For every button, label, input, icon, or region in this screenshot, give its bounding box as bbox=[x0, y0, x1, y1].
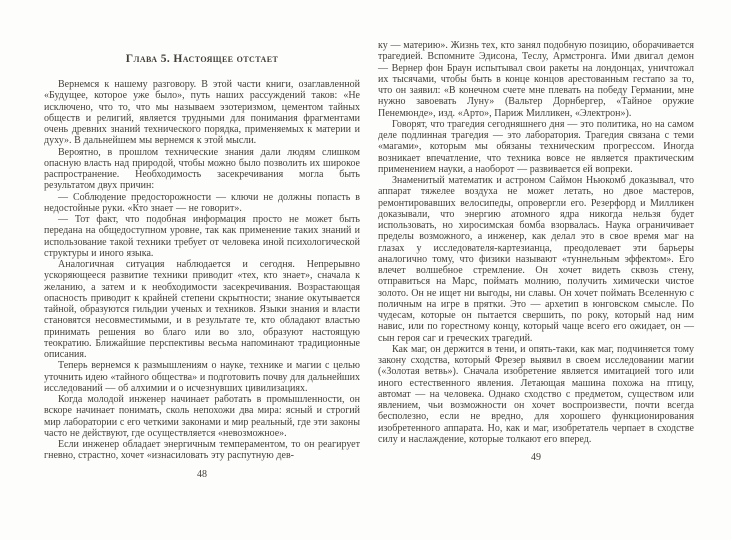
paragraph: Теперь вернемся к размышлениям о науке, технике и магии с целью уточнить идею «тайного общества» и подготовить почву для дальнейших исследований — об алхимии и о исчезнувших цивилизациях. bbox=[44, 360, 360, 394]
page-number-left: 48 bbox=[197, 468, 207, 480]
left-page bbox=[44, 0, 360, 540]
paragraph: Аналогичная ситуация наблюдается и сегодня. Непрерывно ускоряющееся развитие техники приводит «тех, кто знает», сначала к желанию, а затем и к необходимости засекречивания. Возрастающая опасность приводит к крайней степени скрытности; знание окутывается тайной, образуются гильдии ученых и техников. Языки знания и власти становятся несовместимыми, и в результате те, кто обладают властью принимать решения во благо или во зло, образуют настоящую теократию. Ближайшие перспективы весьма напоминают традиционные описания. bbox=[44, 259, 360, 360]
page-number-right: 49 bbox=[531, 452, 541, 463]
paragraph: Если инженер обладает энергичным темпераментом, то он реагирует гневно, страстно, хочет «изнасиловать эту распутную дев- bbox=[44, 439, 360, 462]
right-page-text bbox=[378, 40, 694, 445]
chapter-heading: Глава 5. Настоящее отстает bbox=[125, 53, 279, 65]
left-page-text bbox=[44, 79, 360, 462]
paragraph: ку — материю». Жизнь тех, кто занял подобную позицию, оборачивается трагедией. Вспомните Эдисона, Теслу, Армстронга. Ими двигал демон — Вернер фон Браун испытывал свои ракеты на лондонцах, уничтожал их тысячами, чтобы быть в конце концов арестованным гестапо за то, что он заявил: «В конечном счете мне плевать на победу Германии, мне нужно завоевать Луну» (Вальтер Дорнбергер, «Тайное оружие Пенемюнде», изд. «Арто», Париж Милликен, «Электрон»). bbox=[378, 40, 694, 119]
right-page bbox=[378, 0, 694, 540]
paragraph: Как маг, он держится в тени, и опять-таки, как маг, подчиняется тому закону сходства, который Фрезер выявил в своем исследовании магии («Золотая ветвь»). Сначала изобретение является имитацией того или иного естественного явления. Летающая машина похожа на птицу, автомат — на человека. Однако сходство с предметом, существом или явлением, чьи возможности он хочет воспроизвести, почти всегда бесполезно, если не вредно, для хорошего функционирования изобретенного аппарата. Но, как и маг, изобретатель черпает в сходстве силу и наслаждение, которые толкают его вперед. bbox=[378, 343, 694, 445]
paragraph: Говорят, что трагедия сегодняшнего дня — это политика, но на самом деле подлинная трагедия — это лаборатория. Трагедия связана с теми «магами», которым мы обязаны техническим прогрессом. Иногда возникает впечатление, что техника вовсе не является практическим применением науки, а наоборот — развивается ей вопреки. bbox=[378, 118, 694, 175]
paragraph: Когда молодой инженер начинает работать в промышленности, он вскоре начинает понимать, сколь непохожи два мира: ясный и строгий мир лаборатории с его четкими законами и мир реальный, где эти законы часто не действуют, где осуществляется «невозможное». bbox=[44, 394, 360, 439]
paragraph: — Соблюдение предосторожности — ключи не должны попасть в недостойные руки. «Кто знает — не говорит». bbox=[44, 191, 360, 214]
paragraph: Вероятно, в прошлом технические знания дали людям слишком опасную власть над природой, чтобы можно было позволить их широкое распространение. Необходимость засекречивания могла быть результатом двух причин: bbox=[44, 146, 360, 192]
paragraph: Вернемся к нашему разговору. В этой части книги, озаглавленной «Будущее, которое уже было», путь наших рассуждений таков: «Не исключено, что то, что мы называем эзотеризмом, цементом тайных обществ и религий, является трудными для понимания фрагментами очень древних знаний технического порядка, применяемых к материи и духу». В дальнейшем мы вернемся к этой мысли. bbox=[44, 79, 360, 147]
paragraph: Знаменитый математик и астроном Саймон Ньюкомб доказывал, что аппарат тяжелее воздуха не может летать, но двое мастеров, ремонтировавших велосипеды, опровергли его. Резерфорд и Милликен доказывали, что энергию атомного ядра никогда нельзя будет использовать, но хиросимская бомба взорвалась. Наука ограничивает пределы возможного, а инженер, как делал это в свое время маг на глазах у исследователя-картезианца, преодолевает эти барьеры аналогично тому, что физики называют «туннельным эффектом». Его влечет волшебное стремление. Он хочет видеть сквозь стену, отправиться на Марс, поймать молнию, получить химически чистое золото. Он не ищет ни выгоды, ни славы. Он хочет поймать Вселенную с поличным на игре в прятки. Это — архетип в юнговском смысле. По чудесам, которые он пытается свершить, по року, который над ним навис, или по горестному концу, который чаще всего его ожидает, он — сын героя саг и греческих трагедий. bbox=[378, 175, 694, 344]
paragraph: — Тот факт, что подобная информация просто не может быть передана на общедоступном уровне, так как применение таких знаний и использование такой техники требует от человека иной психологической структуры и иного языка. bbox=[44, 214, 360, 259]
